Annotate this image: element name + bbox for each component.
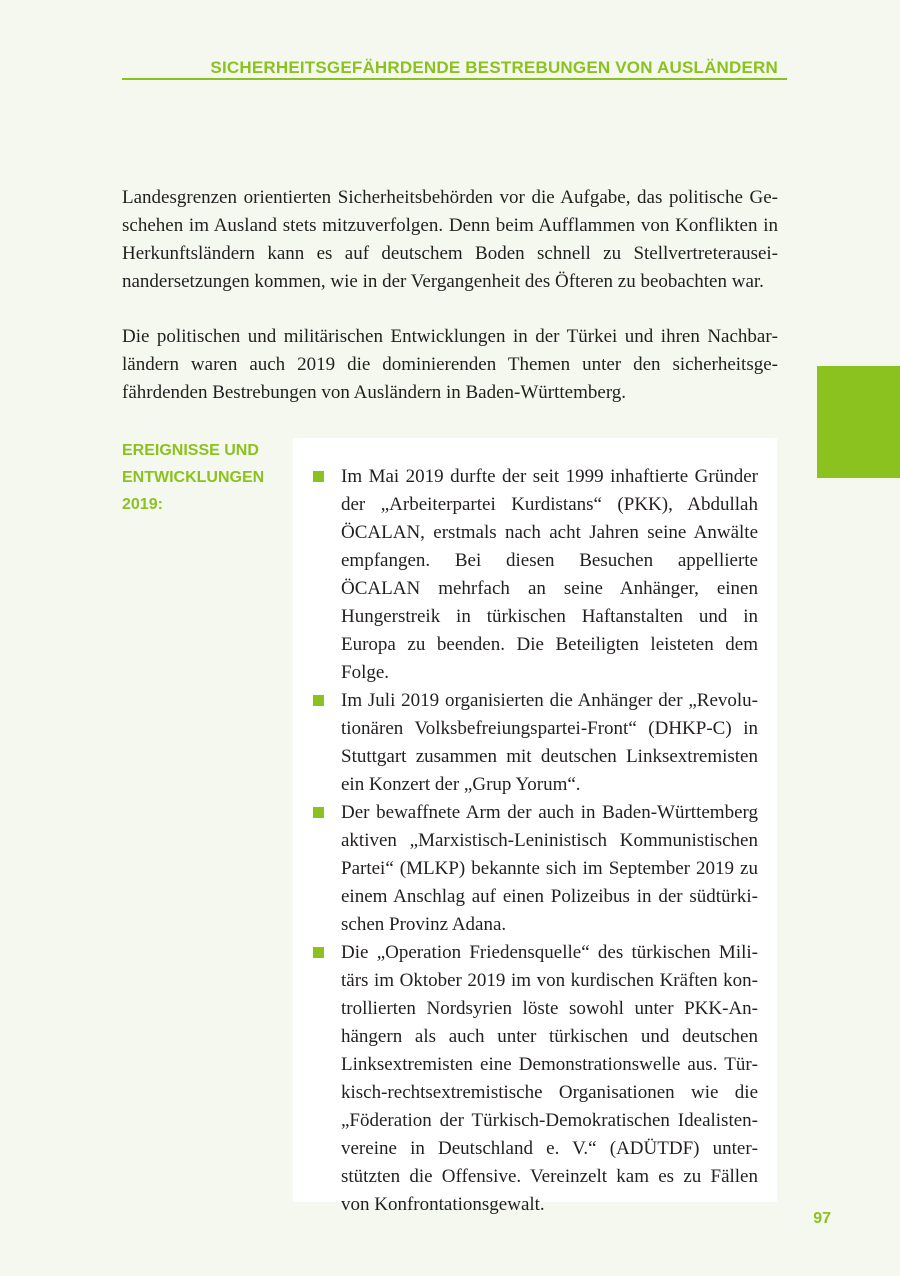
intro-paragraph-2 bbox=[122, 323, 778, 407]
page-number: 97 bbox=[813, 1210, 831, 1227]
list-item bbox=[313, 463, 758, 687]
header-rule bbox=[122, 78, 787, 80]
paragraph-text: Die politischen und militärischen Entwicklungen in der Türkei und ihren Nachbarländern waren auch 2019 die dominierenden Themen unter den sicherheitsgefährdenden Bestrebungen von Ausländern in Baden-Württemberg. bbox=[122, 326, 778, 403]
chapter-tab-marker bbox=[817, 366, 900, 478]
paragraph-text: Landesgrenzen orientierten Sicherheitsbehörden vor die Aufgabe, das politische Geschehen im Ausland stets mitzuverfolgen. Denn beim Aufflammen von Konflikten in Herkunftsländern kann es auf deutschem Boden schnell zu Stellvertreterauseinandersetzungen kommen, wie in der Vergangenheit des Öfteren zu beobachten war. bbox=[122, 187, 778, 292]
intro-paragraph-1 bbox=[122, 184, 778, 296]
events-list bbox=[313, 463, 758, 1219]
list-item-text: Der bewaffnete Arm der auch in Baden-Württemberg aktiven „Marxistisch-Leninistisch Kommunistischen Partei“ (MLKP) bekannte sich im September 2019 zu einem Anschlag auf einen Polizeibus in der südtürkischen Provinz Adana. bbox=[341, 802, 758, 935]
list-item-text: Die „Operation Friedensquelle“ des türkischen Militärs im Oktober 2019 im von kurdischen Kräften kontrollierten Nordsyrien löste sowohl unter PKK-Anhängern als auch unter türkischen und deutschen Linksextremisten eine Demonstrationswelle aus. Türkisch-rechtsextremistische Organisationen wie die „Föderation der Türkisch-Demokratischen Idealistenvereine in Deutschland e. V.“ (ADÜTDF) unterstützten die Offensive. Vereinzelt kam es zu Fällen von Konfrontationsgewalt. bbox=[341, 942, 758, 1215]
list-item-text: Im Mai 2019 durfte der seit 1999 inhaftierte Gründer der „Arbeiterpartei Kurdistans“ (PKK), Abdullah ÖCALAN, erstmals nach acht Jahren seine Anwälte empfangen. Bei diesen Besuchen appellierte ÖCALAN mehrfach an seine Anhänger, einen Hungerstreik in türkischen Haftanstalten und in Europa zu beenden. Die Beteiligten leisteten dem Folge. bbox=[341, 466, 758, 683]
section-label bbox=[122, 437, 292, 518]
running-header: SICHERHEITSGEFÄHRDENDE BESTREBUNGEN VON AUSLÄNDERN bbox=[210, 58, 778, 77]
section-label-line: ENTWICKLUNGEN bbox=[122, 469, 265, 486]
list-item bbox=[313, 799, 758, 939]
list-item-text: Im Juli 2019 organisierten die Anhänger der „Revolutionären Volksbefreiungspartei-Front“ (DHKP-C) in Stuttgart zusammen mit deutschen Linksextremisten ein Konzert der „Grup Yorum“. bbox=[341, 690, 758, 795]
bullet-square-icon bbox=[313, 471, 324, 482]
bullet-square-icon bbox=[313, 947, 324, 958]
section-label-line: EREIGNISSE UND bbox=[122, 442, 259, 459]
list-item bbox=[313, 939, 758, 1219]
bullet-square-icon bbox=[313, 807, 324, 818]
bullet-square-icon bbox=[313, 695, 324, 706]
list-item bbox=[313, 687, 758, 799]
section-label-line: 2019: bbox=[122, 496, 163, 513]
